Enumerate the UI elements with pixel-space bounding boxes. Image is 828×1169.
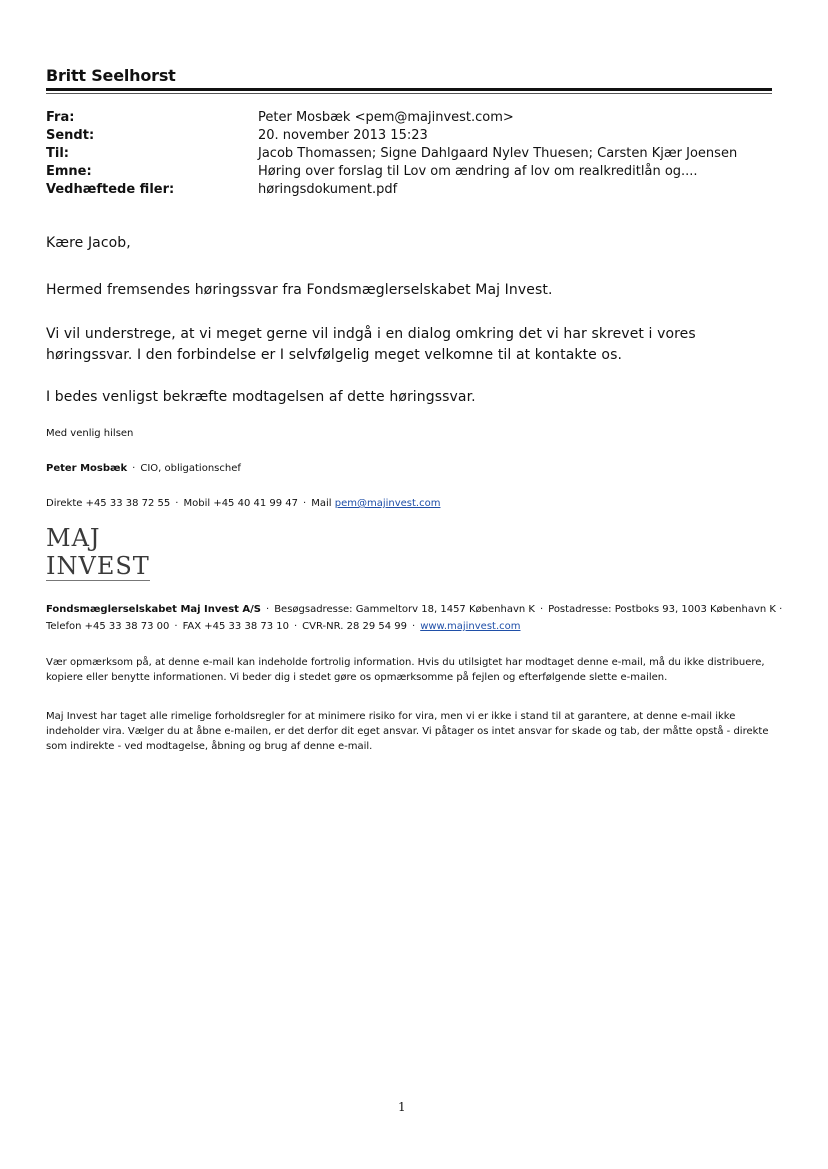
separator: · (174, 621, 178, 632)
mailbox-owner-name: Britt Seelhorst (46, 66, 176, 85)
postal-address: Postadresse: Postboks 93, 1003 København K (548, 604, 776, 615)
separator: · (293, 621, 298, 632)
signature-name-line (46, 462, 241, 476)
greeting: Kære Jacob, (46, 235, 131, 251)
subject-value: Høring over forslag til Lov om ændring af lov om realkreditlån og.... (258, 164, 698, 179)
body-paragraph-1: Hermed fremsendes høringssvar fra Fondsmæglerselskabet Maj Invest. (46, 282, 553, 298)
company-fax: FAX +45 33 38 73 10 (182, 621, 289, 632)
company-phone: Telefon +45 33 38 73 00 (46, 621, 170, 632)
to-label: Til: (46, 146, 69, 161)
maj-invest-logo (46, 524, 156, 582)
from-label: Fra: (46, 110, 75, 125)
company-cvr: CVR-NR. 28 29 54 99 (302, 621, 408, 632)
logo-line-1: MAJ (46, 524, 101, 552)
separator: · (779, 604, 783, 615)
header-rule-thick (46, 88, 772, 91)
separator: · (266, 604, 270, 615)
company-name: Fondsmæglerselskabet Maj Invest A/S (46, 604, 261, 615)
body-paragraph-3: I bedes venligst bekræfte modtagelsen af dette høringssvar. (46, 389, 476, 405)
logo-underline (46, 580, 150, 581)
header-rule-thin (46, 93, 772, 94)
company-phone-line (46, 620, 521, 634)
signature-name: Peter Mosbæk (46, 463, 128, 474)
disclaimer-paragraph-1: Vær opmærksom på, at denne e-mail kan indeholde fortrolig information. Hvis du utilsigtet har modtaget denne e-mail, må du ikke distribuere, kopiere eller benytte informationen. Vi beder dig i stedet gøre os opmærksomme på fejlen og efterfølgende slette e-mailen. (46, 657, 765, 683)
logo-line-2: INVEST (46, 552, 150, 580)
mail-label: Mail (311, 498, 332, 509)
separator: · (412, 621, 416, 632)
email-link[interactable]: pem@majinvest.com (334, 498, 441, 509)
mobile-phone: Mobil +45 40 41 99 47 (183, 498, 299, 509)
separator: · (132, 463, 136, 474)
sent-value: 20. november 2013 15:23 (258, 128, 428, 143)
signature-title: CIO, obligationschef (140, 463, 241, 474)
separator: · (539, 604, 544, 615)
body-paragraph-2: Vi vil understrege, at vi meget gerne vil indgå i en dialog omkring det vi har skrevet i vores høringssvar. I den forbindelse er I selvfølgelig meget velkomne til at kontakte os. (46, 326, 696, 363)
separator: · (303, 498, 307, 509)
disclaimer-paragraph-2: Maj Invest har taget alle rimelige forholdsregler for at minimere risiko for vira, men vi er ikke i stand til at garantere, at denne e-mail ikke indeholder vira. Vælger du at åbne e-mailen, er det derfor dit eget ansvar. Vi påtager os intet ansvar for skade og tab, der måtte opstå - direkte som indirekte - ved modtagelse, åbning og brug af denne e-mail. (46, 711, 769, 752)
direct-phone: Direkte +45 33 38 72 55 (46, 498, 171, 509)
company-address-line (46, 603, 782, 617)
signature-contact-line (46, 497, 440, 511)
page-number: 1 (398, 1100, 406, 1114)
attachments-label: Vedhæftede filer: (46, 182, 175, 197)
signature-closing: Med venlig hilsen (46, 428, 134, 439)
subject-label: Emne: (46, 164, 92, 179)
separator: · (175, 498, 179, 509)
website-link[interactable]: www.majinvest.com (420, 621, 521, 632)
from-value: Peter Mosbæk <pem@majinvest.com> (258, 110, 514, 125)
sent-label: Sendt: (46, 128, 95, 143)
attachments-value: høringsdokument.pdf (258, 182, 398, 197)
visit-address: Besøgsadresse: Gammeltorv 18, 1457 København K (274, 604, 535, 615)
to-value: Jacob Thomassen; Signe Dahlgaard Nylev Thuesen; Carsten Kjær Joensen (258, 146, 738, 161)
